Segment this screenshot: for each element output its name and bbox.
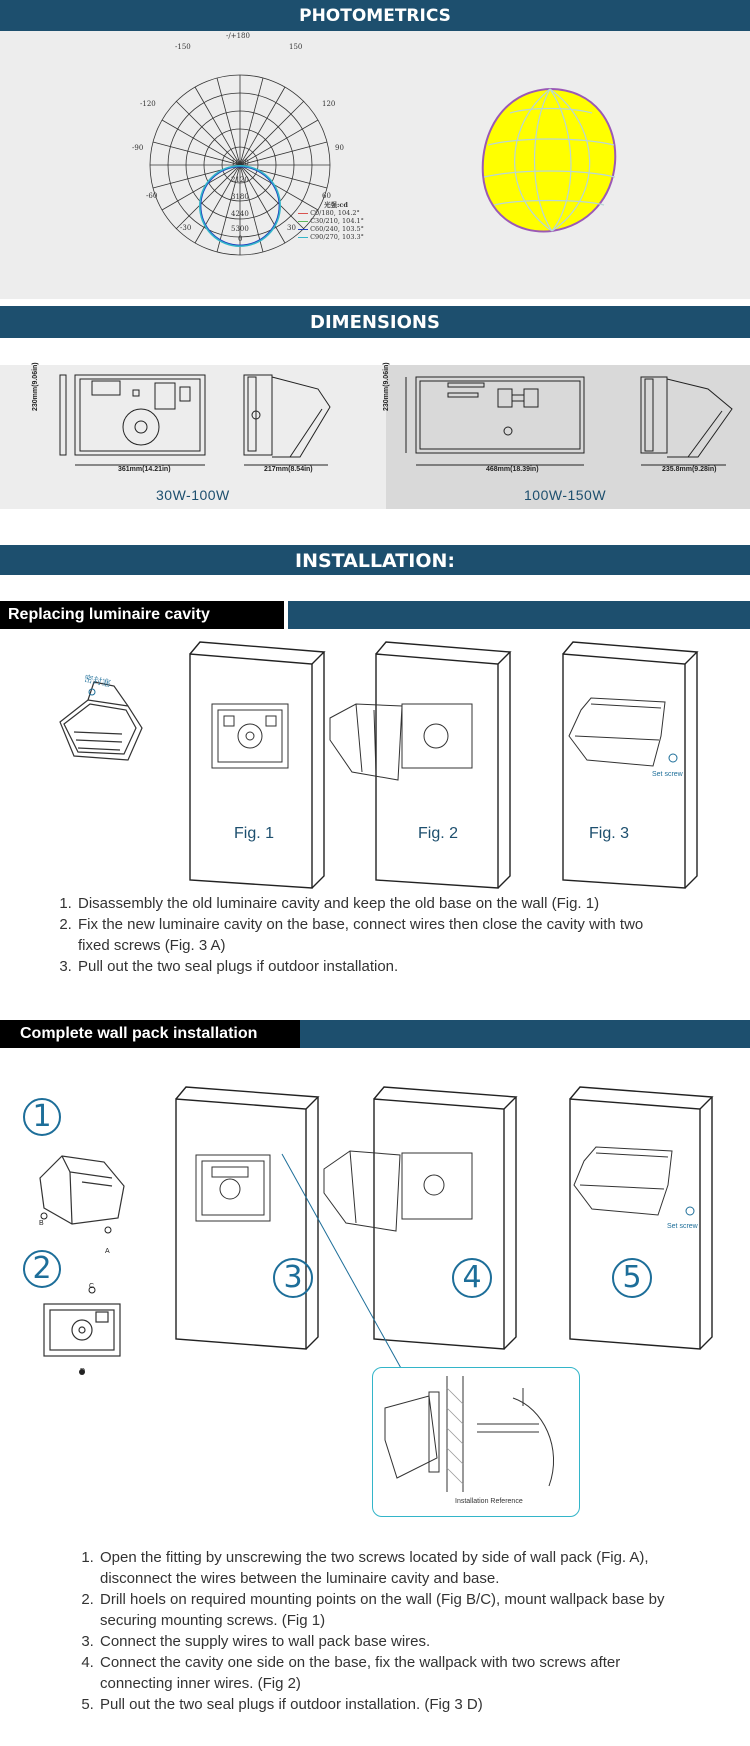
list-item: 5. Pull out the two seal plugs if outdoor installation. (Fig 3 D) bbox=[98, 1694, 688, 1715]
complete-wallpack-title: Complete wall pack installation bbox=[0, 1020, 310, 1048]
legend-entry: C0/180, 104.2° bbox=[298, 209, 364, 217]
point-d-label: D bbox=[80, 1368, 86, 1375]
list-item: 3. Pull out the two seal plugs if outdoor installation. bbox=[76, 956, 676, 977]
small-width-dimension: 361mm(14.21in) bbox=[118, 466, 171, 473]
tick-120: 120 bbox=[322, 100, 336, 108]
tick-150: 150 bbox=[289, 43, 303, 51]
large-depth-dimension: 235.8mm(9.28in) bbox=[662, 466, 717, 473]
small-model-caption: 30W-100W bbox=[156, 487, 230, 503]
dimension-panel-right bbox=[383, 362, 750, 509]
photometrics-header: PHOTOMETRICS bbox=[0, 0, 750, 31]
tick-30: 30 bbox=[287, 224, 296, 232]
list-item: 2. Fix the new luminaire cavity on the base, connect wires then close the cavity with two fixed screws (Fig. 3 A) bbox=[76, 914, 676, 956]
list-item: 4. Connect the cavity one side on the base, fix the wallpack with two screws after connecting inner wires. (Fig 2) bbox=[98, 1652, 688, 1694]
tick-neg30: -30 bbox=[180, 224, 192, 232]
tick-neg120: -120 bbox=[140, 100, 156, 108]
polar-legend bbox=[298, 201, 364, 241]
point-c-label: C bbox=[89, 1283, 95, 1290]
step-marker-5: 5 bbox=[612, 1258, 652, 1298]
installation-reference-box bbox=[372, 1367, 580, 1517]
large-width-dimension: 468mm(18.39in) bbox=[486, 466, 539, 473]
wallpack-steps-list bbox=[76, 1547, 688, 1715]
figure-5-set-screw-label: Set screw bbox=[667, 1223, 698, 1230]
tick-180: -/+180 bbox=[226, 32, 250, 40]
legend-entry: C60/240, 103.5° bbox=[298, 225, 364, 233]
installation-reference-label: Installation Reference bbox=[455, 1498, 523, 1505]
tick-neg150: -150 bbox=[175, 43, 191, 51]
point-a-label: A bbox=[105, 1248, 110, 1255]
wallpack-figure-5-drawing bbox=[568, 1085, 718, 1355]
list-item: 2. Drill hoels on required mounting points on the wall (Fig B/C), mount wallpack base by securing mounting screws. (Fig 1) bbox=[98, 1589, 688, 1631]
installation-reference-pointer bbox=[270, 1150, 470, 1370]
tick-90: 90 bbox=[335, 144, 344, 152]
fig-1-drawing bbox=[188, 640, 328, 890]
dimension-panel-left bbox=[0, 362, 386, 509]
dimensions-header: DIMENSIONS bbox=[0, 306, 750, 338]
legend-entry: C90/270, 103.3° bbox=[298, 233, 364, 241]
wallpack-step-2-illustration bbox=[32, 1280, 132, 1380]
installation-header: INSTALLATION: bbox=[0, 545, 750, 575]
tick-neg60: -60 bbox=[146, 192, 158, 200]
seal-plug-callout: 密封塞 bbox=[83, 673, 112, 689]
small-depth-dimension: 217mm(8.54in) bbox=[264, 466, 313, 473]
radial-label: 5300 bbox=[231, 225, 249, 233]
radial-label: 1060 bbox=[231, 159, 249, 167]
step-marker-3: 3 bbox=[273, 1258, 313, 1298]
step-marker-1: 1 bbox=[23, 1098, 61, 1136]
legend-entry: C30/210, 104.1° bbox=[298, 217, 364, 225]
fig-3-drawing bbox=[561, 640, 701, 890]
list-item: 1. Disassembly the old luminaire cavity and keep the old base on the wall (Fig. 1) bbox=[76, 893, 676, 914]
radial-label: 4240 bbox=[231, 210, 249, 218]
large-model-caption: 100W-150W bbox=[524, 487, 607, 503]
tick-neg90: -90 bbox=[132, 144, 144, 152]
list-item: 3. Connect the supply wires to wall pack base wires. bbox=[98, 1631, 688, 1652]
replacing-steps-list bbox=[54, 893, 676, 977]
complete-wallpack-title-bar bbox=[300, 1020, 750, 1048]
step-marker-2: 2 bbox=[23, 1250, 61, 1288]
fig-2-caption: Fig. 2 bbox=[418, 825, 459, 842]
replacing-cavity-title-bar bbox=[288, 601, 750, 629]
step-marker-4: 4 bbox=[452, 1258, 492, 1298]
legend-title: 光强:cd bbox=[324, 201, 348, 209]
fig-1-caption: Fig. 1 bbox=[234, 825, 275, 842]
photometrics-panel bbox=[0, 31, 750, 299]
installation-reference-drawing bbox=[373, 1368, 579, 1498]
large-height-dimension: 230mm(9.06in) bbox=[383, 362, 390, 411]
wallpack-step-1-illustration bbox=[32, 1138, 132, 1238]
fig-3-set-screw-label: Set screw bbox=[652, 771, 683, 778]
tick-60: 60 bbox=[322, 192, 331, 200]
replacing-cavity-title: Replacing luminaire cavity installation bbox=[0, 601, 284, 629]
fig-2-drawing bbox=[326, 640, 516, 890]
small-height-dimension: 230mm(9.06in) bbox=[32, 362, 39, 411]
list-item: 1. Open the fitting by unscrewing the two screws located by side of wall pack (Fig. A), disconnect the wires between the luminaire cavity and base. bbox=[98, 1547, 688, 1589]
polar-light-distribution-diagram bbox=[0, 31, 750, 299]
radial-label: 3180 bbox=[231, 193, 249, 201]
3d-light-distribution bbox=[480, 85, 620, 235]
tick-0: 0 bbox=[238, 235, 243, 243]
fig-3-caption: Fig. 3 bbox=[589, 825, 630, 842]
point-b-label: B bbox=[39, 1220, 44, 1227]
radial-label: 2120 bbox=[231, 176, 249, 184]
